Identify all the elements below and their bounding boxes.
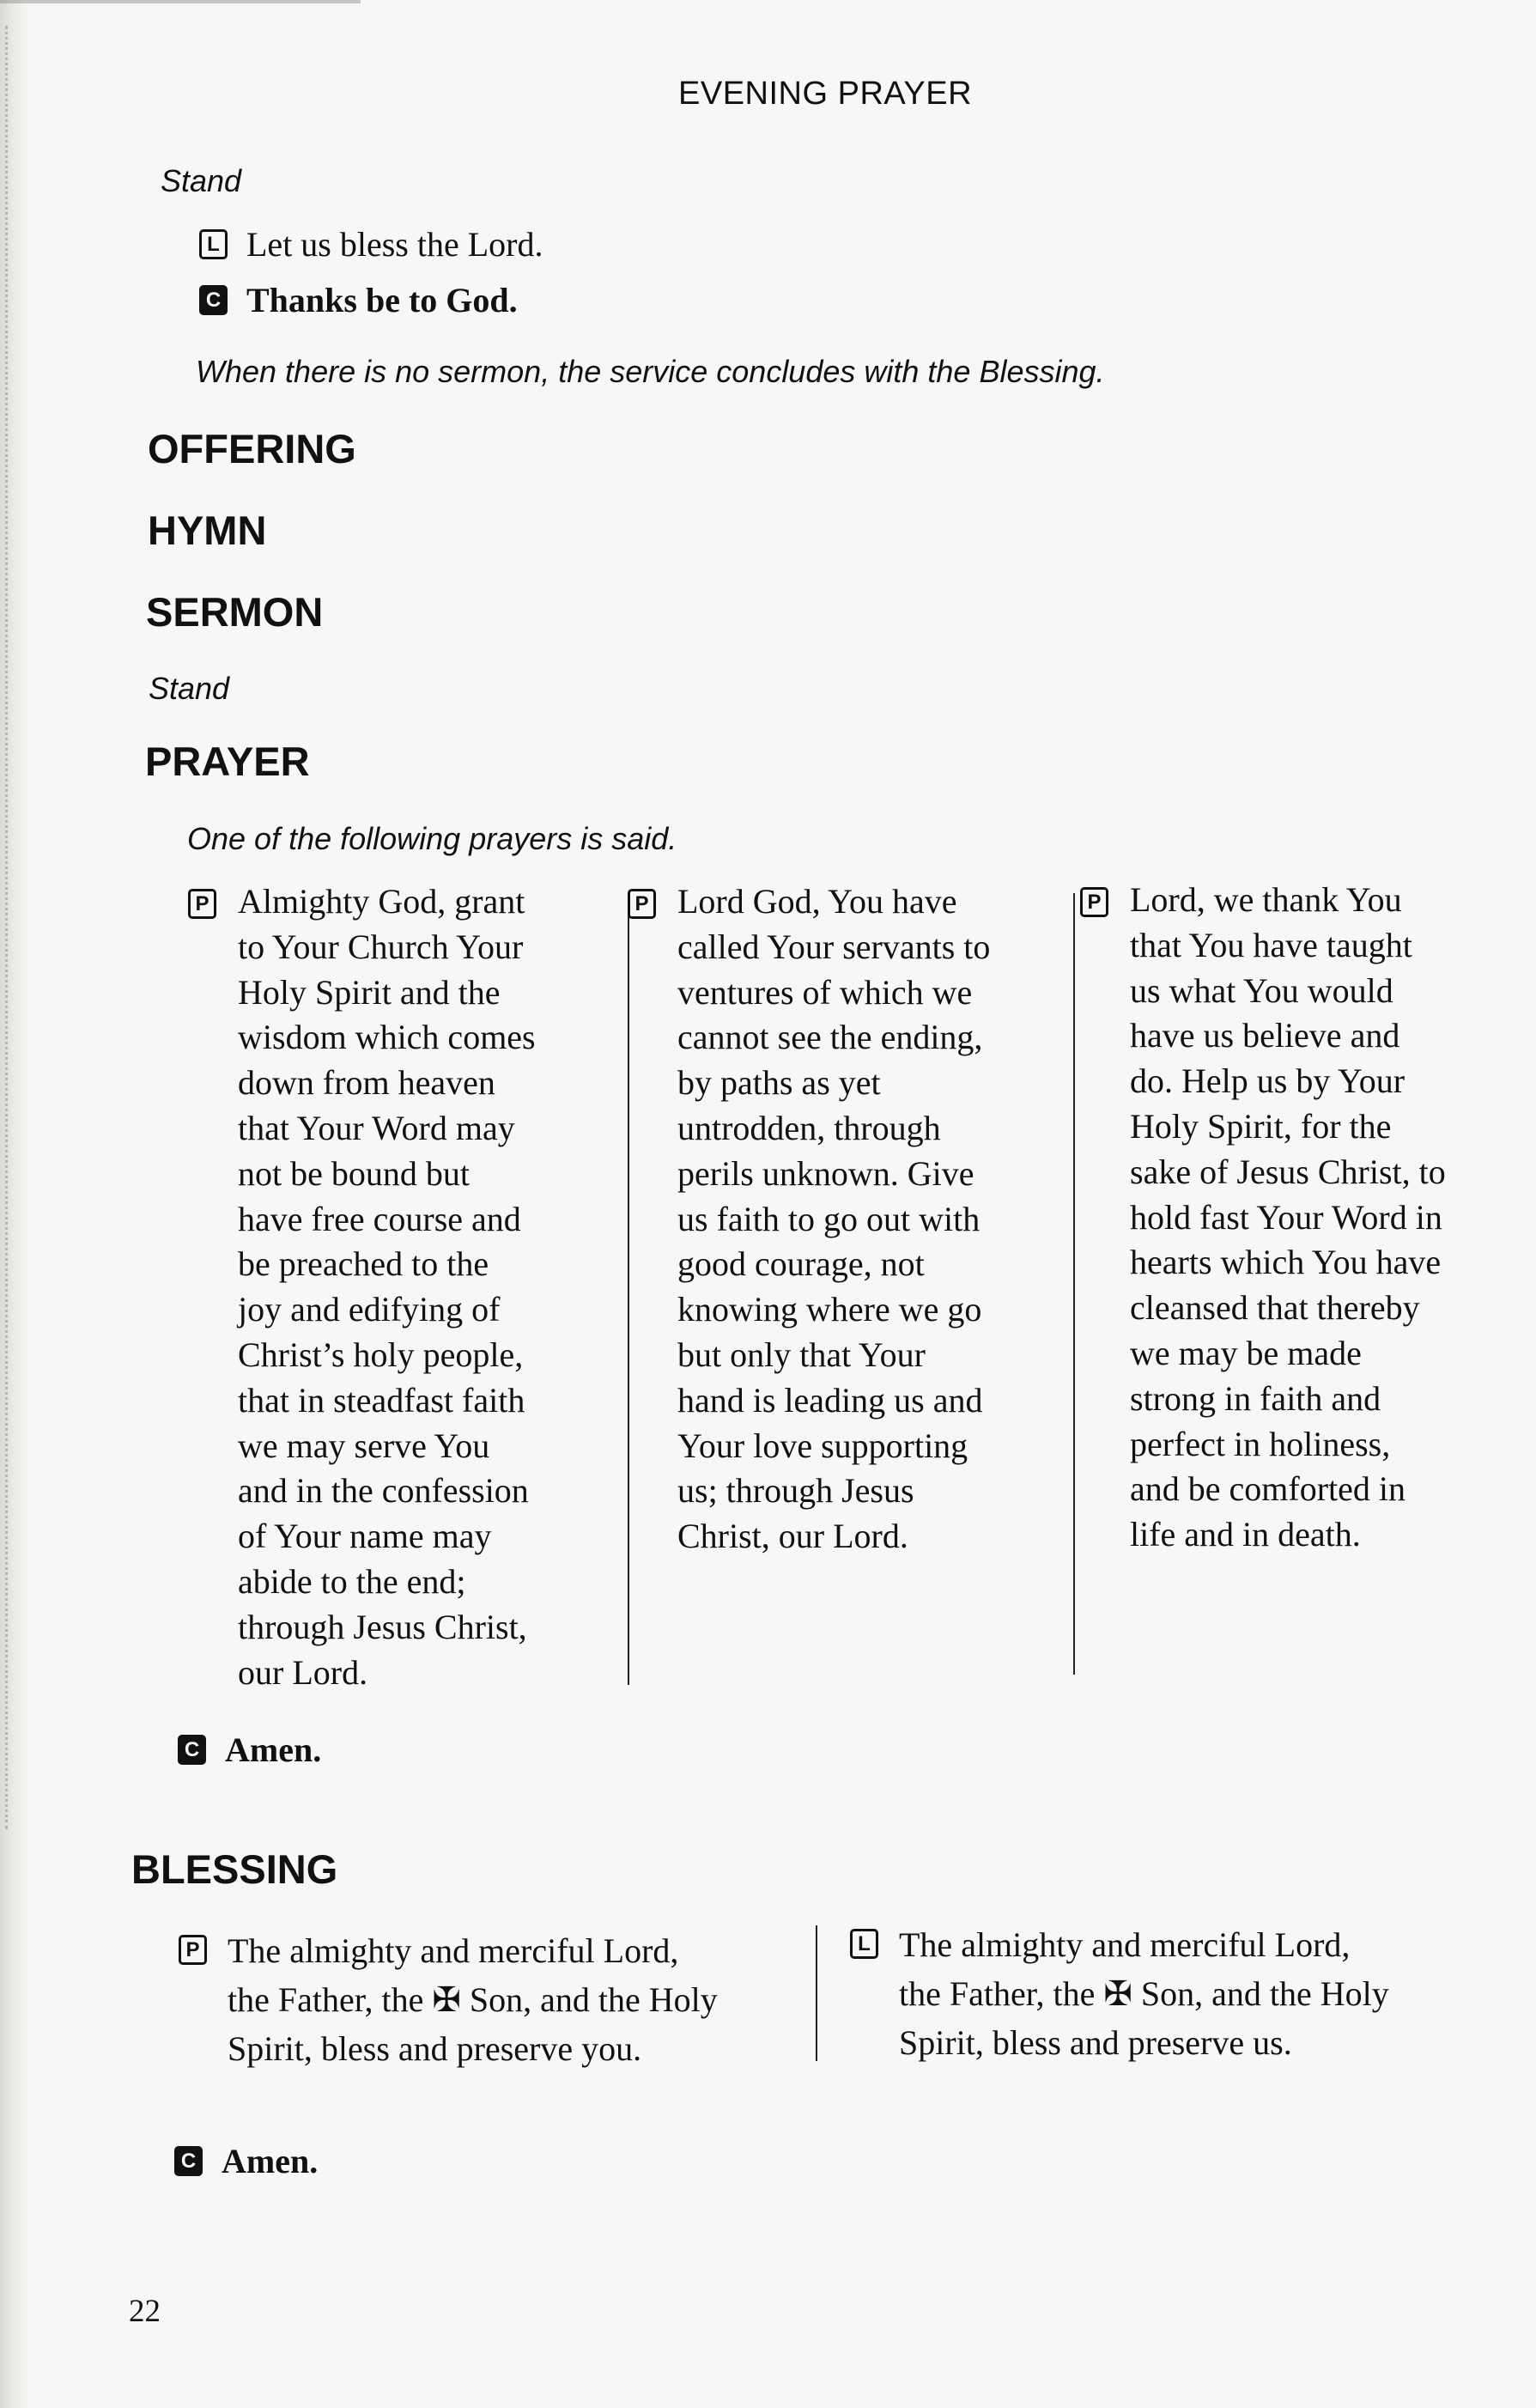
pastor-marker: P <box>179 1935 207 1965</box>
prayer-amen-line <box>178 1730 321 1770</box>
prayer-option-1-text: Almighty God, grant to Your Church Your Holy Spirit and the wisdom which comes down from heaven that Your Word may not be bound but have free course and be preached to the joy and edifying of Christ’s holy people, that in steadfast faith we may serve You and in the confession of Your name may abide to the end; through Jesus Christ, our Lord. <box>238 882 536 1692</box>
prayer-option-3-text: Lord, we thank You that You have taught us what You would have us believe and do. Help us by Your Holy Spirit, for the sake of Jesus Christ, to hold fast Your Word in hearts which You have cleansed that thereby we may be made strong in faith and perfect in holiness, and be comforted in life and in death. <box>1130 880 1446 1554</box>
blessing-divider <box>816 1925 817 2061</box>
pastor-marker: P <box>188 889 216 919</box>
no-sermon-rubric: When there is no sermon, the service concludes with the Blessing. <box>196 354 1105 389</box>
blessing-amen-text: Amen. <box>222 2142 319 2180</box>
prayer-option-2-text: Lord God, You have called Your servants to ventures of which we cannot see the ending, by paths as yet untrodden, through perils unknown. Give us faith to go out with good courage, not knowing where we go but only that Your hand is leading us and Your love supporting us; through Jesus Christ, our Lord. <box>677 882 991 1556</box>
leader-blessing <box>850 1920 1503 2083</box>
congregation-marker: C <box>174 2146 203 2176</box>
hymn-heading: HYMN <box>148 508 267 553</box>
leader-marker: L <box>850 1929 878 1959</box>
column-divider-2 <box>1073 893 1075 1675</box>
congregation-marker: C <box>199 285 228 315</box>
pastor-blessing <box>179 1926 831 2089</box>
leader-dismissal-text: Let us bless the Lord. <box>246 225 543 264</box>
stand-rubric: Stand <box>161 163 242 198</box>
pastor-marker: P <box>1080 887 1108 917</box>
congregation-marker: C <box>178 1735 206 1765</box>
running-head: EVENING PRAYER <box>678 76 973 112</box>
prayer-rubric: One of the following prayers is said. <box>187 821 677 856</box>
page-number: 22 <box>129 2294 161 2329</box>
pastor-blessing-text: The almighty and merciful Lord, the Father, the ✠ Son, and the Holy Spirit, bless and preserve you. <box>228 1931 718 2068</box>
blessing-amen-line <box>174 2141 318 2181</box>
leader-blessing-text: The almighty and merciful Lord, the Father, the ✠ Son, and the Holy Spirit, bless and preserve us. <box>899 1925 1389 2062</box>
offering-heading: OFFERING <box>148 426 356 471</box>
sermon-heading: SERMON <box>146 589 324 635</box>
sermon-stand-rubric: Stand <box>149 671 230 706</box>
leader-marker: L <box>199 229 228 259</box>
blessing-heading: BLESSING <box>131 1846 338 1892</box>
leader-dismissal-line <box>199 224 543 265</box>
prayer-option-1 <box>188 879 583 1704</box>
prayer-option-3 <box>1080 878 1475 1565</box>
prayer-amen-text: Amen. <box>225 1730 322 1769</box>
congregation-dismissal-text: Thanks be to God. <box>246 281 518 319</box>
congregation-dismissal-line <box>199 280 518 320</box>
pastor-marker: P <box>628 889 656 919</box>
prayer-option-2 <box>628 879 1023 1566</box>
prayer-heading: PRAYER <box>145 739 310 784</box>
